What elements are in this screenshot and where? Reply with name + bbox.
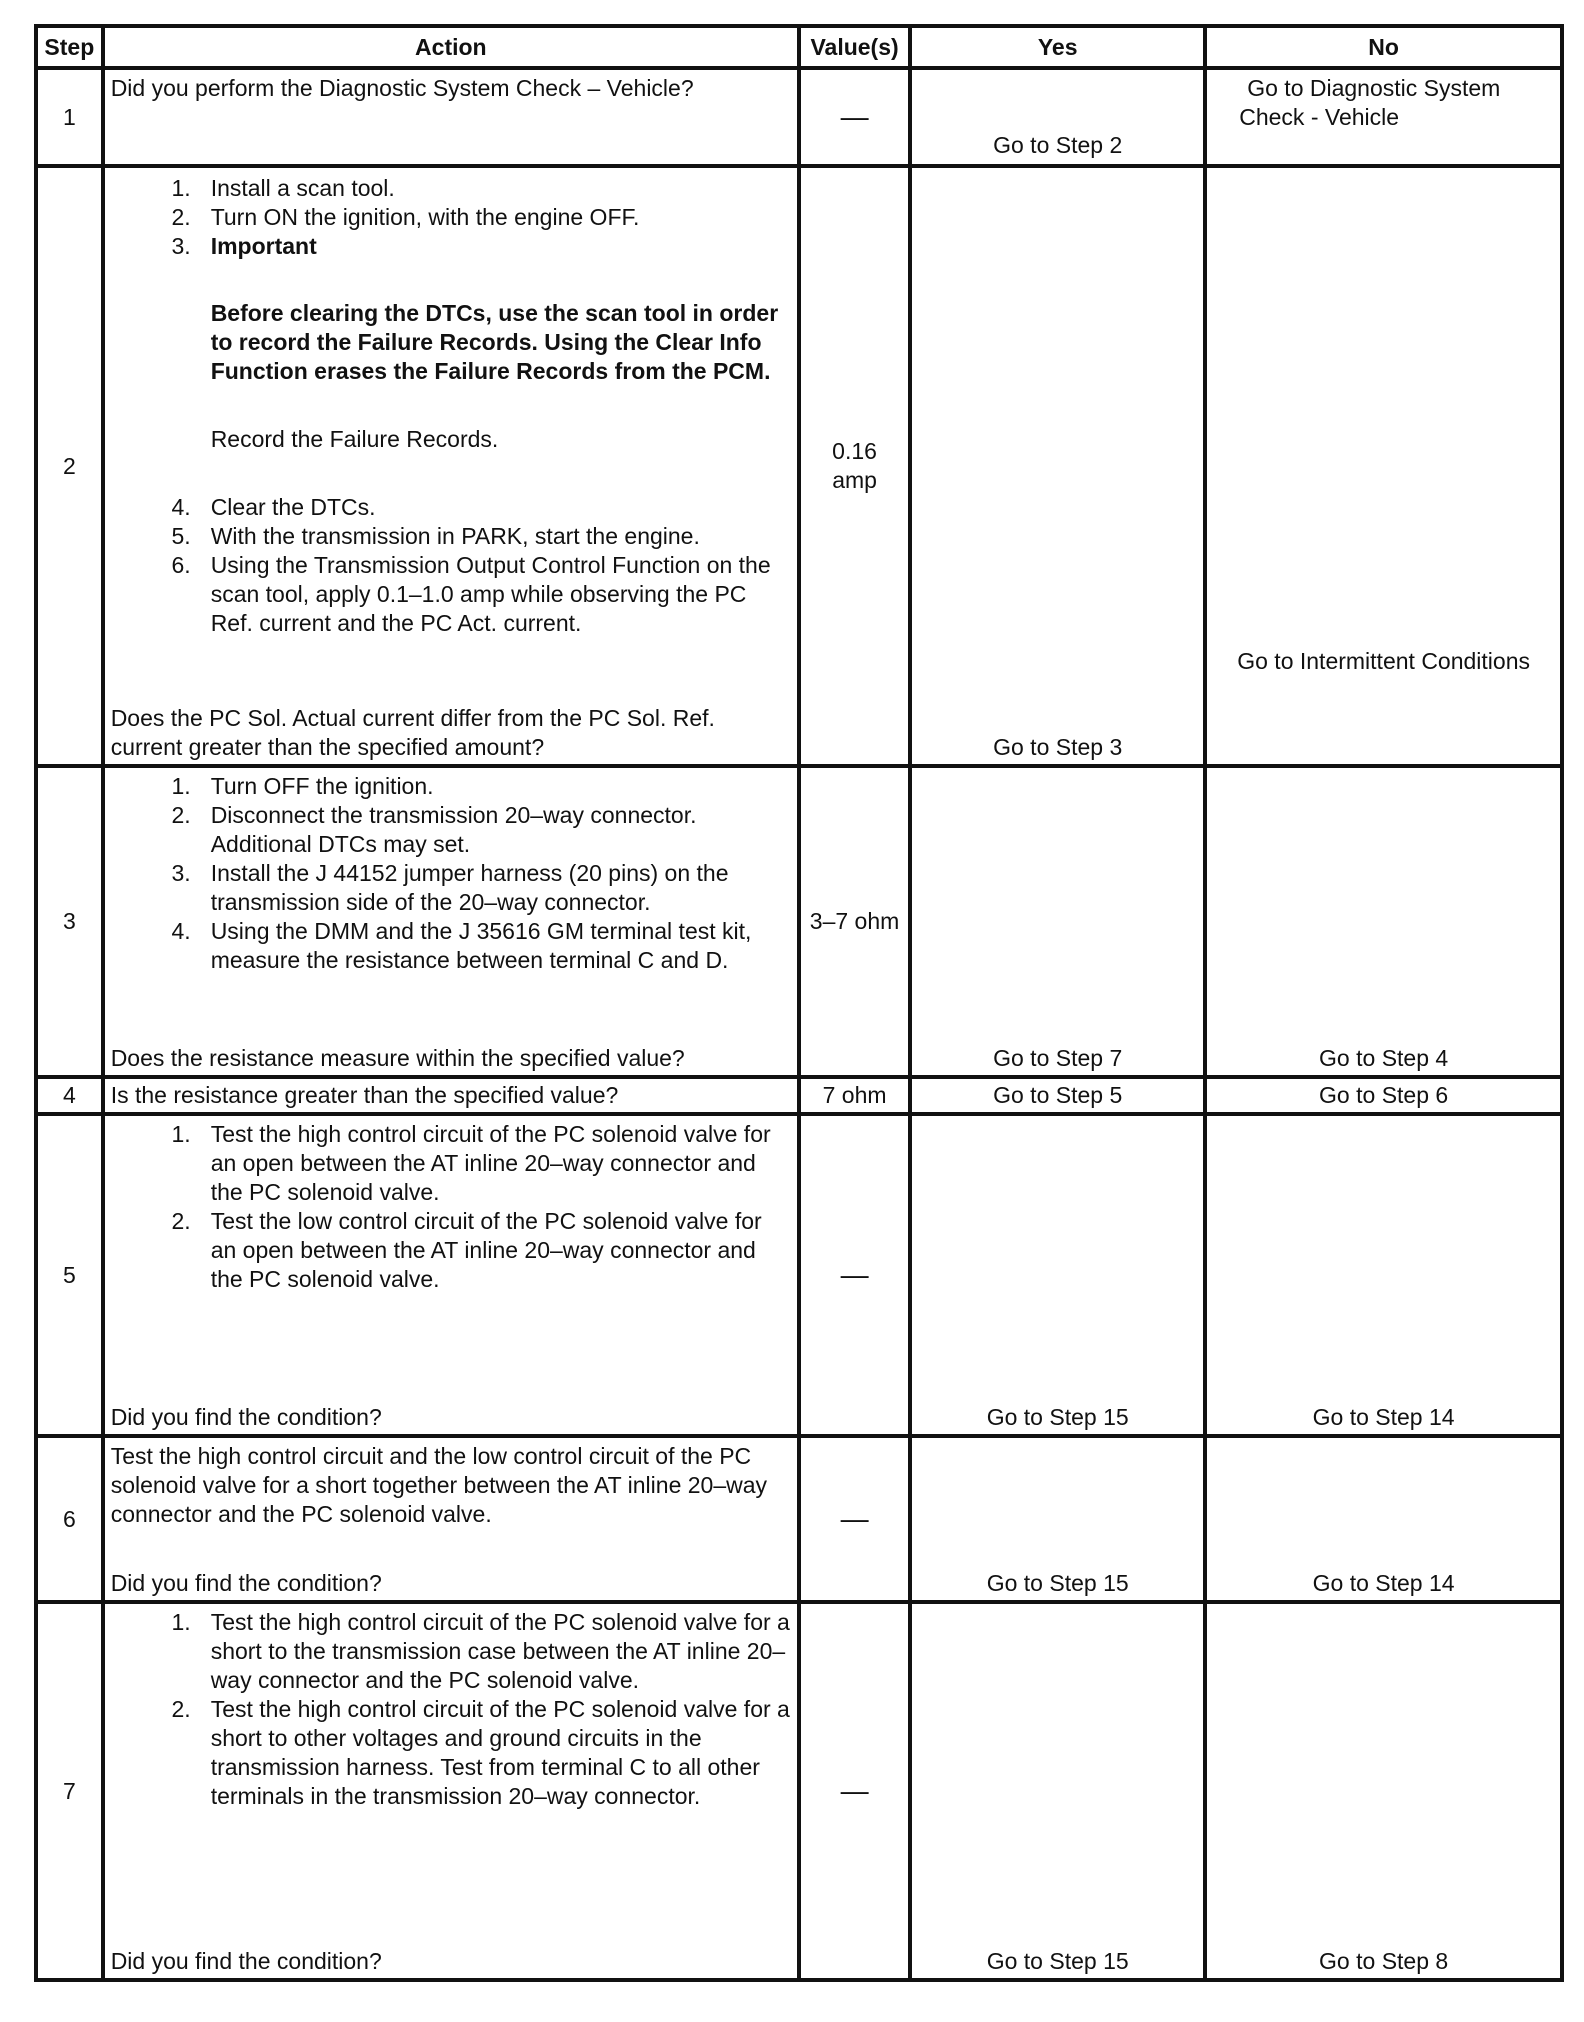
header-step: Step [36, 26, 103, 68]
yes-link[interactable]: Go to Step 3 [993, 734, 1123, 760]
yes-cell [910, 1077, 1205, 1114]
value-cell: — [799, 68, 910, 166]
step-number: 7 [36, 1602, 103, 1980]
value-cell: — [799, 1602, 910, 1980]
action-cell [103, 1114, 799, 1436]
action-question: Did you find the condition? [110, 1404, 382, 1430]
yes-cell [910, 1602, 1205, 1980]
list-item: 2. Test the low control circuit of the PC solenoid valve for an open between the AT inline 20–way connector and the PC solenoid valve. [171, 1208, 762, 1292]
list-item: 4. Using the DMM and the J 35616 GM terminal test kit, measure the resistance between terminal C and D. [171, 918, 752, 973]
no-cell [1205, 1077, 1562, 1114]
no-link[interactable]: Go to Diagnostic System Check - Vehicle [1239, 75, 1501, 130]
yes-cell [910, 166, 1205, 766]
action-question: Did you find the condition? [110, 1948, 382, 1974]
step-number: 5 [36, 1114, 103, 1436]
no-link[interactable]: Go to Step 14 [1312, 1404, 1455, 1430]
header-row [36, 26, 1562, 68]
no-link[interactable]: Go to Step 8 [1319, 1948, 1449, 1974]
list-item: 3. Important [171, 233, 317, 259]
table-row [36, 1436, 1562, 1602]
header-values: Value(s) [799, 26, 910, 68]
value-cell: — [799, 1436, 910, 1602]
value-cell: 7 ohm [799, 1077, 910, 1114]
header-yes: Yes [910, 26, 1205, 68]
action-question: Does the resistance measure within the specified value? [110, 1045, 685, 1071]
no-link[interactable]: Go to Step 4 [1319, 1045, 1449, 1071]
yes-link[interactable]: Go to Step 2 [993, 132, 1123, 158]
list-item: 1. Test the high control circuit of the PC solenoid valve for an open between the AT inline 20–way connector and the PC solenoid valve. [171, 1121, 771, 1205]
list-item: 1. Install a scan tool. [171, 175, 395, 201]
list-item: 2. Turn ON the ignition, with the engine OFF. [171, 204, 640, 230]
action-cell [103, 1602, 799, 1980]
action-question: Does the PC Sol. Actual current differ from the PC Sol. Ref. current greater than the specified amount? [110, 705, 715, 760]
action-intro: Test the high control circuit and the low control circuit of the PC solenoid valve for a short together between the AT inline 20–way connector and the PC solenoid valve. [110, 1443, 768, 1527]
no-link[interactable]: Go to Step 6 [1319, 1082, 1449, 1108]
action-cell [103, 68, 799, 166]
no-cell [1205, 1114, 1562, 1436]
yes-link[interactable]: Go to Step 15 [986, 1948, 1129, 1974]
important-note: Before clearing the DTCs, use the scan tool in order to record the Failure Records. Using the Clear Info Function erases the Failure Records from the PCM. [210, 300, 779, 384]
yes-cell [910, 766, 1205, 1077]
action-cell [103, 1436, 799, 1602]
list-item: 5. With the transmission in PARK, start the engine. [171, 523, 700, 549]
yes-link[interactable]: Go to Step 7 [993, 1045, 1123, 1071]
action-question: Did you perform the Diagnostic System Check – Vehicle? [110, 75, 694, 101]
table-row [36, 766, 1562, 1077]
list-item: 3. Install the J 44152 jumper harness (20 pins) on the transmission side of the 20–way connector. [171, 860, 729, 915]
table-row [36, 1077, 1562, 1114]
yes-link[interactable]: Go to Step 5 [993, 1082, 1123, 1108]
table-row [36, 1602, 1562, 1980]
table-row [36, 166, 1562, 766]
action-question: Is the resistance greater than the specified value? [110, 1082, 619, 1108]
yes-cell [910, 1114, 1205, 1436]
step-number: 2 [36, 166, 103, 766]
table-row [36, 68, 1562, 166]
table-row [36, 1114, 1562, 1436]
action-cell [103, 1077, 799, 1114]
header-action: Action [103, 26, 799, 68]
yes-cell [910, 68, 1205, 166]
list-item: 1. Test the high control circuit of the PC solenoid valve for a short to the transmission case between the AT inline 20–way connector and the PC solenoid valve. [171, 1609, 790, 1693]
list-item: 1. Turn OFF the ignition. [171, 773, 434, 799]
no-cell [1205, 1436, 1562, 1602]
yes-link[interactable]: Go to Step 15 [986, 1404, 1129, 1430]
diagnostic-table [34, 24, 1564, 1982]
no-link[interactable]: Go to Intermittent Conditions [1237, 648, 1530, 674]
list-item: 6. Using the Transmission Output Control Function on the scan tool, apply 0.1–1.0 amp while observing the PC Ref. current and the PC Act. current. [171, 552, 771, 636]
no-cell [1205, 766, 1562, 1077]
step-number: 6 [36, 1436, 103, 1602]
value-cell: 0.16 amp [799, 166, 910, 766]
no-cell [1205, 166, 1562, 766]
step-number: 3 [36, 766, 103, 1077]
list-item: 2. Disconnect the transmission 20–way connector. Additional DTCs may set. [171, 802, 697, 857]
step-number: 1 [36, 68, 103, 166]
list-item: 4. Clear the DTCs. [171, 494, 376, 520]
action-question: Did you find the condition? [110, 1570, 382, 1596]
list-item: 2. Test the high control circuit of the PC solenoid valve for a short to other voltages and ground circuits in the transmission harness. Test from terminal C to all other terminals in the transmission 20–way connector. [171, 1696, 790, 1809]
no-cell [1205, 68, 1562, 166]
header-no: No [1205, 26, 1562, 68]
no-cell [1205, 1602, 1562, 1980]
value-cell: — [799, 1114, 910, 1436]
yes-cell [910, 1436, 1205, 1602]
action-cell [103, 166, 799, 766]
step-number: 4 [36, 1077, 103, 1114]
record-note: Record the Failure Records. [210, 426, 499, 452]
value-cell: 3–7 ohm [799, 766, 910, 1077]
yes-link[interactable]: Go to Step 15 [986, 1570, 1129, 1596]
no-link[interactable]: Go to Step 14 [1312, 1570, 1455, 1596]
action-cell [103, 766, 799, 1077]
